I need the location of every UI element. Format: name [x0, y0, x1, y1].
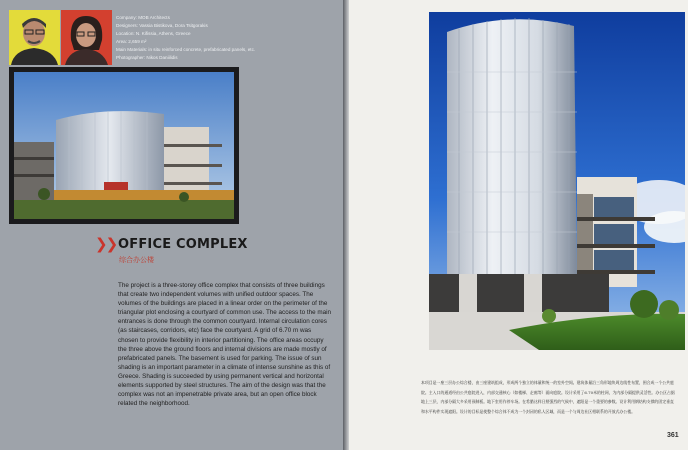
section-arrows-icon: ❯❯ [95, 235, 117, 253]
building-photo-large [429, 12, 685, 350]
building-photo-small [9, 67, 239, 224]
credit-area: Area: 2,659 m² [116, 38, 147, 44]
project-credits [116, 14, 336, 61]
project-description: The project is a three-storey office complex that consists of three buildings that create two independent volumes with unified outdoor spaces. The volumes of the buildings are placed in a linear order on the perimeter of the triangular plot enclosing a courtyard of common use. The access to the main entrances is done through the common courtyard. Internal circulation cores (as staircases, corridors, etc) face the courtyard. A grid of 6.70 m was chosen to provide flexibility in interior partitioning. The office areas occupy the three above the ground floors and internal divisions are made mostly of prefabricated panels. The basement is used for parking. The issue of sun shading is an important parameter in a climate of intense sunshine as this of Greece. Shading is succeeded by using permanent vertical and horizontal elements supported by steel structures. The aim of the design was that the complex was not an impenetrable private area, but an open office block related the neighborhood. [118, 282, 332, 408]
credit-materials: Main Materials: in situ reinforced concrete, prefabricated panels, etc. [116, 46, 256, 52]
designer-portrait-1 [9, 10, 60, 65]
credit-company: Company: MOB Architects [116, 15, 170, 20]
right-page [349, 0, 688, 450]
left-page [0, 0, 343, 450]
project-title: OFFICE COMPLEX [118, 237, 248, 252]
designer-portrait-2 [61, 10, 112, 65]
credit-location: Location: N. Kifissia, Athens, Greece [116, 30, 191, 36]
credit-photographer: Photographer: Nikos Daniilidis [116, 54, 178, 60]
credit-designers: Designers: Vassia Bistikova, Dora Tsitgorakis [116, 22, 208, 28]
page-number: 361 [667, 432, 679, 439]
project-subtitle-cn: 综合办公楼 [119, 256, 154, 264]
caption-chinese: 本项目是一座三层办公综合楼，由三座建筑组成，形成两个独立的体量和统一的室外空间。建筑体量沿三角形地块周边线性布置，围合成一个公共庭院。主入口的通道经由公共庭院进入，内部交通核心（如楼梯、走廊等）面向庭院。设计采用了6.70米的柱网，为内部分隔提供灵活性。办公区占据地上三层，内部分隔大多采用预制板。地下室用作停车场。在希腊这样日照强烈的气候中，遮阳是一个重要的参数。设计利用钢结构支撑的固定垂直和水平构件实现遮阳。设计的目标是使整个综合体不成为一个封闭的私人区域，而是一个与周边社区相联系的开放式办公楼。 [421, 380, 675, 414]
